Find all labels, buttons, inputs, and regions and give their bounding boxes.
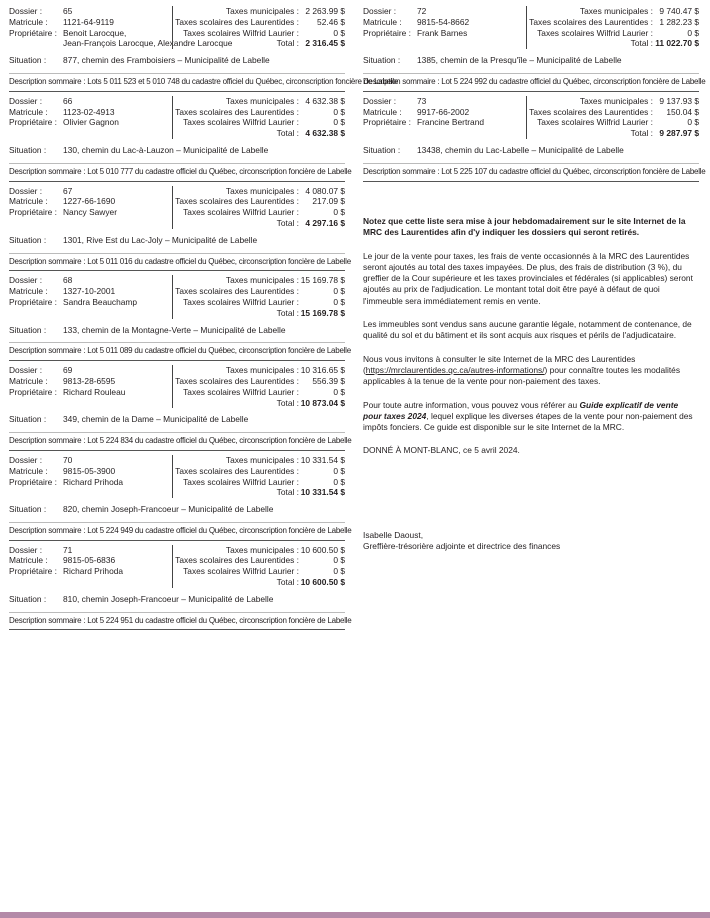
signature-block — [363, 530, 560, 553]
record-header — [363, 96, 699, 139]
dossier-number: 66 — [63, 95, 73, 106]
tax-total-label: Total : — [276, 217, 299, 228]
property-record — [9, 365, 352, 451]
owner-name: Richard Rouleau — [63, 386, 126, 397]
municipal-taxes-label: Taxes municipales : — [579, 95, 653, 106]
municipal-taxes-label: Taxes municipales : — [225, 95, 299, 106]
matricule-number-row — [9, 376, 172, 387]
owner-label: Propriétaire : — [9, 27, 57, 38]
tax-total-label: Total : — [276, 397, 299, 408]
situation-label: Situation : — [9, 234, 47, 245]
tax-breakdown — [172, 365, 345, 408]
owner-label: Propriétaire : — [363, 117, 411, 128]
dossier-number: 70 — [63, 454, 73, 465]
record-identifiers — [9, 186, 172, 229]
tax-total-amount: 11 022.70 $ — [655, 38, 699, 49]
notice-guide-text-after: , lequel explique les diverses étapes de la vente pour non-paiement des impôts fonciers. Ce guide est disponible sur le site Internet de la MRC. — [363, 410, 693, 433]
laurentides-school-taxes-row — [175, 17, 345, 28]
dossier-number-label: Dossier : — [9, 544, 43, 555]
wilfrid-laurier-school-taxes-amount: 0 $ — [333, 476, 345, 487]
laurentides-school-taxes-label: Taxes scolaires des Laurentides : — [175, 16, 299, 27]
tax-breakdown — [172, 455, 345, 498]
municipal-taxes-label: Taxes municipales : — [225, 275, 299, 286]
matricule-number-label: Matricule : — [9, 555, 48, 566]
municipal-taxes-amount: 10 316.65 $ — [300, 365, 345, 376]
matricule-number-row — [363, 17, 526, 28]
dossier-number-row — [363, 96, 526, 107]
matricule-number-label: Matricule : — [363, 16, 402, 27]
dossier-number-row — [9, 545, 172, 556]
owner-name: Sandra Beauchamp — [63, 296, 138, 307]
situation-row — [9, 55, 345, 66]
matricule-number-label: Matricule : — [9, 286, 48, 297]
laurentides-school-taxes-amount: 0 $ — [333, 465, 345, 476]
owner-label: Propriétaire : — [9, 117, 57, 128]
record-header — [9, 275, 345, 318]
cadastral-description: Description sommaire : Lot 5 011 089 du cadastre officiel du Québec, circonscription foncière de Labelle — [9, 342, 345, 357]
laurentides-school-taxes-label: Taxes scolaires des Laurentides : — [175, 196, 299, 207]
guide-title: Guide explicatif de vente pour taxes 2024 — [363, 399, 679, 421]
owner-label: Propriétaire : — [9, 476, 57, 487]
notice-update-paragraph: Notez que cette liste sera mise à jour hebdomadairement sur le site Internet de la MRC des Laurentides afin d'y indiquer les dossiers qui seront retirés. — [363, 216, 686, 238]
municipal-taxes-label: Taxes municipales : — [225, 185, 299, 196]
property-record — [9, 544, 352, 631]
municipal-taxes-row — [175, 275, 345, 286]
owner-name: Benoit Larocque, — [63, 27, 127, 38]
dossier-number-label: Dossier : — [363, 6, 397, 16]
dossier-number-label: Dossier : — [9, 185, 43, 196]
cadastral-description: Description sommaire : Lot 5 225 107 du cadastre officiel du Québec, circonscription foncière de Labelle — [363, 163, 699, 178]
owner-name: Jean-François Larocque, Alexandre Larocque — [63, 38, 233, 49]
wilfrid-laurier-school-taxes-label: Taxes scolaires Wilfrid Laurier : — [183, 27, 299, 38]
wilfrid-laurier-school-taxes-row — [175, 28, 345, 39]
owner-label: Propriétaire : — [9, 296, 57, 307]
owner-label: Propriétaire : — [9, 207, 57, 218]
dossier-number: 71 — [63, 544, 73, 555]
wilfrid-laurier-school-taxes-label: Taxes scolaires Wilfrid Laurier : — [183, 117, 299, 128]
tax-total-row — [175, 398, 345, 409]
tax-total-label: Total : — [630, 38, 653, 49]
owner-name: Francine Bertrand — [417, 117, 485, 128]
matricule-number-label: Matricule : — [9, 375, 48, 386]
laurentides-school-taxes-amount: 0 $ — [333, 106, 345, 117]
municipal-taxes-row — [175, 365, 345, 376]
cadastral-description: Description sommaire : Lot 5 011 016 du cadastre officiel du Québec, circonscription foncière de Labelle — [9, 253, 345, 268]
owner-label: Propriétaire : — [9, 386, 57, 397]
tax-total-amount: 4 632.38 $ — [305, 128, 345, 139]
situation-row — [9, 504, 345, 515]
situation-label: Situation : — [363, 144, 401, 155]
dossier-number-row — [9, 365, 172, 376]
laurentides-school-taxes-label: Taxes scolaires des Laurentides : — [175, 375, 299, 386]
tax-total-label: Total : — [276, 487, 299, 498]
tax-total-amount: 2 316.45 $ — [305, 38, 345, 49]
tax-breakdown — [526, 96, 699, 139]
municipal-taxes-amount: 10 600.50 $ — [300, 544, 345, 555]
wilfrid-laurier-school-taxes-row — [175, 297, 345, 308]
owner-name: Richard Prihoda — [63, 566, 124, 577]
dossier-number-label: Dossier : — [9, 95, 43, 106]
owner-label: Propriétaire : — [9, 566, 57, 577]
municipal-taxes-row — [529, 6, 699, 17]
situation-address: 130, chemin du Lac-à-Lauzon – Municipalité de Labelle — [63, 144, 269, 155]
municipal-taxes-amount: 15 169.78 $ — [300, 275, 345, 286]
tax-total-row — [175, 577, 345, 588]
property-record — [9, 275, 351, 361]
tax-total-amount: 4 297.16 $ — [305, 217, 345, 228]
tax-total-label: Total : — [630, 128, 653, 139]
owner-row — [9, 566, 172, 577]
tax-total-row — [175, 308, 345, 319]
tax-total-label: Total : — [276, 128, 299, 139]
matricule-number: 1123-02-4913 — [63, 106, 115, 117]
municipal-taxes-row — [175, 96, 345, 107]
dossier-number-label: Dossier : — [9, 275, 43, 286]
dossier-number-row — [9, 186, 172, 197]
notice-guide-paragraph — [363, 400, 699, 434]
owner-label — [9, 38, 63, 49]
municipal-taxes-row — [175, 545, 345, 556]
laurentides-school-taxes-amount: 150.04 $ — [666, 106, 699, 117]
situation-row — [363, 55, 699, 66]
laurentides-school-taxes-row — [175, 376, 345, 387]
matricule-number: 9815-05-6836 — [63, 555, 116, 566]
matricule-number: 1227-66-1690 — [63, 196, 116, 207]
wilfrid-laurier-school-taxes-amount: 0 $ — [333, 117, 345, 128]
property-record — [9, 95, 352, 182]
dossier-number: 68 — [63, 275, 73, 286]
wilfrid-laurier-school-taxes-row — [529, 28, 699, 39]
tax-total-row — [175, 128, 345, 139]
dossier-number-row — [9, 96, 172, 107]
municipal-taxes-label: Taxes municipales : — [225, 6, 299, 16]
owner-row — [9, 387, 172, 398]
record-identifiers — [9, 365, 172, 408]
tax-total-row — [175, 38, 345, 49]
record-header — [9, 96, 345, 139]
owner-row — [9, 38, 233, 49]
matricule-number-label: Matricule : — [9, 196, 48, 207]
situation-address: 1385, chemin de la Presqu'île – Municipalité de Labelle — [417, 55, 622, 66]
dossier-number: 69 — [63, 365, 73, 376]
wilfrid-laurier-school-taxes-amount: 0 $ — [333, 566, 345, 577]
notice-text — [363, 216, 699, 469]
tax-total-row — [175, 218, 345, 229]
dossier-number: 65 — [63, 6, 73, 16]
matricule-number-row — [9, 196, 172, 207]
dossier-number-row — [9, 6, 172, 17]
matricule-number-label: Matricule : — [9, 16, 48, 27]
cadastral-description: Description sommaire : Lot 5 010 777 du cadastre officiel du Québec, circonscription foncière de Labelle — [9, 163, 345, 178]
tax-total-label: Total : — [276, 577, 299, 588]
wilfrid-laurier-school-taxes-amount: 0 $ — [333, 27, 345, 38]
property-record — [9, 185, 351, 272]
laurentides-school-taxes-row — [175, 555, 345, 566]
laurentides-school-taxes-label: Taxes scolaires des Laurentides : — [529, 16, 653, 27]
wilfrid-laurier-school-taxes-row — [175, 387, 345, 398]
laurentides-school-taxes-label: Taxes scolaires des Laurentides : — [175, 106, 299, 117]
laurentides-school-taxes-row — [175, 466, 345, 477]
cadastral-description: Description sommaire : Lot 5 224 949 du cadastre officiel du Québec, circonscription foncière de Labelle — [9, 522, 345, 537]
situation-label: Situation : — [9, 593, 47, 604]
laurentides-school-taxes-row — [175, 107, 345, 118]
owner-row — [363, 28, 526, 39]
laurentides-school-taxes-label: Taxes scolaires des Laurentides : — [175, 555, 299, 566]
owner-row — [9, 28, 172, 39]
signatory-name: Isabelle Daoust, — [363, 530, 424, 540]
situation-label: Situation : — [363, 55, 401, 66]
situation-label: Situation : — [9, 414, 47, 425]
owner-name: Richard Prihoda — [63, 476, 124, 487]
situation-row — [9, 235, 345, 246]
property-record — [363, 95, 706, 182]
cadastral-description: Description sommaire : Lots 5 011 523 et 5 010 748 du cadastre officiel du Québec, circonscription foncière de Labelle — [9, 73, 345, 88]
wilfrid-laurier-school-taxes-label: Taxes scolaires Wilfrid Laurier : — [183, 296, 299, 307]
tax-breakdown — [526, 6, 699, 49]
wilfrid-laurier-school-taxes-label: Taxes scolaires Wilfrid Laurier : — [183, 476, 299, 487]
situation-address: 349, chemin de la Dame – Municipalité de Labelle — [63, 414, 249, 425]
matricule-number: 9815-54-8662 — [417, 16, 470, 27]
cadastral-description: Description sommaire : Lot 5 224 951 du cadastre officiel du Québec, circonscription foncière de Labelle — [9, 612, 345, 627]
notice-website-text-before: Nous vous invitons à consulter le site Internet de la MRC des Laurentides ( — [363, 353, 636, 375]
municipal-taxes-row — [175, 6, 345, 17]
municipal-taxes-label: Taxes municipales : — [225, 544, 299, 555]
notice-fees-paragraph: Le jour de la vente pour taxes, les frais de vente occasionnés à la MRC des Laurentides seront ajoutés au total des taxes impayées. De plus, des frais de distribution (3 %), du greffier de la Cour supérieure et les taxes provinciales et fédérales (si applicables) seront ajoutés au prix de l'adjudication. Le montant total doit être payé à défaut de quoi l'immeuble sera immédiatement remis en vente. — [363, 250, 693, 306]
wilfrid-laurier-school-taxes-amount: 0 $ — [333, 207, 345, 218]
tax-total-row — [529, 128, 699, 139]
record-header — [363, 6, 699, 49]
situation-label: Situation : — [9, 504, 47, 515]
property-record — [9, 6, 399, 92]
tax-total-row — [529, 38, 699, 49]
municipal-taxes-label: Taxes municipales : — [225, 365, 299, 376]
matricule-number-row — [9, 466, 172, 477]
record-identifiers — [363, 96, 526, 139]
property-record — [363, 6, 706, 92]
matricule-number: 1327-10-2001 — [63, 286, 116, 297]
laurentides-school-taxes-amount: 1 282.23 $ — [659, 16, 699, 27]
owner-name: Frank Barnes — [417, 27, 468, 38]
municipal-taxes-amount: 2 263.99 $ — [305, 6, 345, 16]
tax-breakdown — [172, 96, 345, 139]
laurentides-school-taxes-amount: 52.46 $ — [317, 16, 345, 27]
matricule-number-row — [363, 107, 526, 118]
record-identifiers — [9, 6, 233, 49]
bottom-color-bar — [0, 912, 710, 918]
record-identifiers — [9, 455, 172, 498]
laurentides-school-taxes-row — [529, 17, 699, 28]
situation-row — [363, 145, 699, 156]
wilfrid-laurier-school-taxes-amount: 0 $ — [687, 27, 699, 38]
situation-row — [9, 145, 345, 156]
record-header — [9, 365, 345, 408]
matricule-number: 9815-05-3900 — [63, 465, 116, 476]
laurentides-school-taxes-row — [529, 107, 699, 118]
dossier-number-label: Dossier : — [9, 365, 43, 376]
laurentides-school-taxes-amount: 0 $ — [333, 555, 345, 566]
record-header — [9, 455, 345, 498]
wilfrid-laurier-school-taxes-amount: 0 $ — [333, 386, 345, 397]
dossier-number-label: Dossier : — [9, 454, 43, 465]
matricule-number-row — [9, 17, 172, 28]
laurentides-school-taxes-label: Taxes scolaires des Laurentides : — [175, 286, 299, 297]
wilfrid-laurier-school-taxes-label: Taxes scolaires Wilfrid Laurier : — [183, 566, 299, 577]
situation-row — [9, 414, 345, 425]
matricule-number-label: Matricule : — [9, 106, 48, 117]
tax-breakdown — [172, 545, 345, 588]
tax-breakdown — [172, 186, 345, 229]
dossier-number-label: Dossier : — [9, 6, 43, 16]
tax-total-amount: 10 331.54 $ — [300, 487, 345, 498]
record-header — [9, 186, 345, 229]
municipal-taxes-amount: 9 740.47 $ — [659, 6, 699, 16]
situation-address: 13438, chemin du Lac-Labelle – Municipalité de Labelle — [417, 144, 624, 155]
owner-row — [9, 207, 172, 218]
wilfrid-laurier-school-taxes-row — [175, 117, 345, 128]
laurentides-school-taxes-label: Taxes scolaires des Laurentides : — [175, 465, 299, 476]
situation-address: 1301, Rive Est du Lac-Joly – Municipalité de Labelle — [63, 234, 258, 245]
municipal-taxes-amount: 9 137.93 $ — [659, 95, 699, 106]
owner-row — [9, 477, 172, 488]
laurentides-school-taxes-label: Taxes scolaires des Laurentides : — [529, 106, 653, 117]
tax-breakdown — [172, 275, 345, 318]
matricule-number-row — [9, 555, 172, 566]
matricule-number-label: Matricule : — [9, 465, 48, 476]
wilfrid-laurier-school-taxes-label: Taxes scolaires Wilfrid Laurier : — [537, 117, 653, 128]
wilfrid-laurier-school-taxes-label: Taxes scolaires Wilfrid Laurier : — [183, 207, 299, 218]
situation-address: 810, chemin Joseph-Francoeur – Municipalité de Labelle — [63, 593, 274, 604]
owner-name: Nancy Sawyer — [63, 207, 117, 218]
municipal-taxes-amount: 10 331.54 $ — [300, 454, 345, 465]
wilfrid-laurier-school-taxes-row — [529, 117, 699, 128]
cadastral-description: Description sommaire : Lot 5 224 992 du cadastre officiel du Québec, circonscription foncière de Labelle — [363, 73, 699, 88]
municipal-taxes-row — [529, 96, 699, 107]
situation-label: Situation : — [9, 324, 47, 335]
situation-row — [9, 325, 345, 336]
tax-total-label: Total : — [276, 38, 299, 49]
matricule-number: 1121-64-9119 — [63, 16, 114, 27]
situation-address: 877, chemin des Framboisiers – Municipalité de Labelle — [63, 55, 270, 66]
situation-address: 133, chemin de la Montagne-Verte – Municipalité de Labelle — [63, 324, 286, 335]
laurentides-school-taxes-row — [175, 196, 345, 207]
tax-total-amount: 9 287.97 $ — [659, 128, 699, 139]
wilfrid-laurier-school-taxes-amount: 0 $ — [333, 296, 345, 307]
wilfrid-laurier-school-taxes-label: Taxes scolaires Wilfrid Laurier : — [183, 386, 299, 397]
laurentides-school-taxes-amount: 556.39 $ — [312, 375, 345, 386]
tax-breakdown — [172, 6, 345, 49]
record-identifiers — [9, 275, 172, 318]
notice-warranty-paragraph: Les immeubles sont vendus sans aucune garantie légale, notamment de contenance, de qualité du sol et du bâtiment et ils sont acquis aux risques et périls de l'adjudicataire. — [363, 319, 692, 341]
mrc-website-link[interactable]: https://mrclaurentides.qc.ca/autres-informations/ — [365, 364, 545, 375]
situation-address: 820, chemin Joseph-Francoeur – Municipalité de Labelle — [63, 504, 274, 515]
dossier-number-row — [363, 6, 526, 17]
municipal-taxes-amount: 4 080.07 $ — [305, 185, 345, 196]
wilfrid-laurier-school-taxes-row — [175, 207, 345, 218]
dossier-number: 72 — [417, 6, 427, 16]
notice-website-text-after: ) pour connaître toutes les modalités applicables à la tenue de la vente pour non-paiement des taxes. — [363, 364, 681, 387]
cadastral-description: Description sommaire : Lot 5 224 834 du cadastre officiel du Québec, circonscription foncière de Labelle — [9, 432, 345, 447]
dossier-number-row — [9, 275, 172, 286]
owner-name: Olivier Gagnon — [63, 117, 119, 128]
matricule-number-row — [9, 286, 172, 297]
dossier-number-label: Dossier : — [363, 95, 397, 106]
situation-label: Situation : — [9, 144, 47, 155]
municipal-taxes-amount: 4 632.38 $ — [305, 95, 345, 106]
laurentides-school-taxes-amount: 0 $ — [333, 286, 345, 297]
matricule-number: 9917-66-2002 — [417, 106, 470, 117]
owner-row — [363, 117, 526, 128]
wilfrid-laurier-school-taxes-row — [175, 566, 345, 577]
tax-total-amount: 15 169.78 $ — [300, 307, 345, 318]
notice-guide-text-before: Pour toute autre information, vous pouvez vous référer au — [363, 399, 580, 410]
owner-label: Propriétaire : — [363, 27, 411, 38]
dossier-number: 67 — [63, 185, 73, 196]
dossier-number-row — [9, 455, 172, 466]
situation-label: Situation : — [9, 55, 47, 66]
dossier-number: 73 — [417, 95, 427, 106]
notice-website-paragraph — [363, 354, 699, 388]
signatory-title: Greffière-trésorière adjointe et directrice des finances — [363, 541, 561, 552]
municipal-taxes-row — [175, 455, 345, 466]
wilfrid-laurier-school-taxes-amount: 0 $ — [687, 117, 699, 128]
municipal-taxes-label: Taxes municipales : — [579, 6, 653, 16]
record-identifiers — [9, 545, 172, 588]
municipal-taxes-label: Taxes municipales : — [225, 454, 299, 465]
matricule-number-label: Matricule : — [363, 106, 402, 117]
tax-total-amount: 10 873.04 $ — [300, 397, 345, 408]
municipal-taxes-row — [175, 186, 345, 197]
laurentides-school-taxes-amount: 217.09 $ — [312, 196, 345, 207]
record-identifiers — [363, 6, 526, 49]
record-header — [9, 6, 345, 49]
matricule-number-row — [9, 107, 172, 118]
given-at-line: DONNÉ À MONT-BLANC, ce 5 avril 2024. — [363, 445, 520, 456]
tax-total-row — [175, 487, 345, 498]
record-header — [9, 545, 345, 588]
owner-row — [9, 297, 172, 308]
records-column-right — [363, 6, 706, 182]
owner-row — [9, 117, 172, 128]
tax-total-amount: 10 600.50 $ — [300, 577, 345, 588]
tax-total-label: Total : — [276, 307, 299, 318]
situation-row — [9, 594, 345, 605]
record-identifiers — [9, 96, 172, 139]
wilfrid-laurier-school-taxes-row — [175, 477, 345, 488]
matricule-number: 9813-28-6595 — [63, 375, 116, 386]
laurentides-school-taxes-row — [175, 286, 345, 297]
wilfrid-laurier-school-taxes-label: Taxes scolaires Wilfrid Laurier : — [537, 27, 653, 38]
property-record — [9, 454, 352, 541]
